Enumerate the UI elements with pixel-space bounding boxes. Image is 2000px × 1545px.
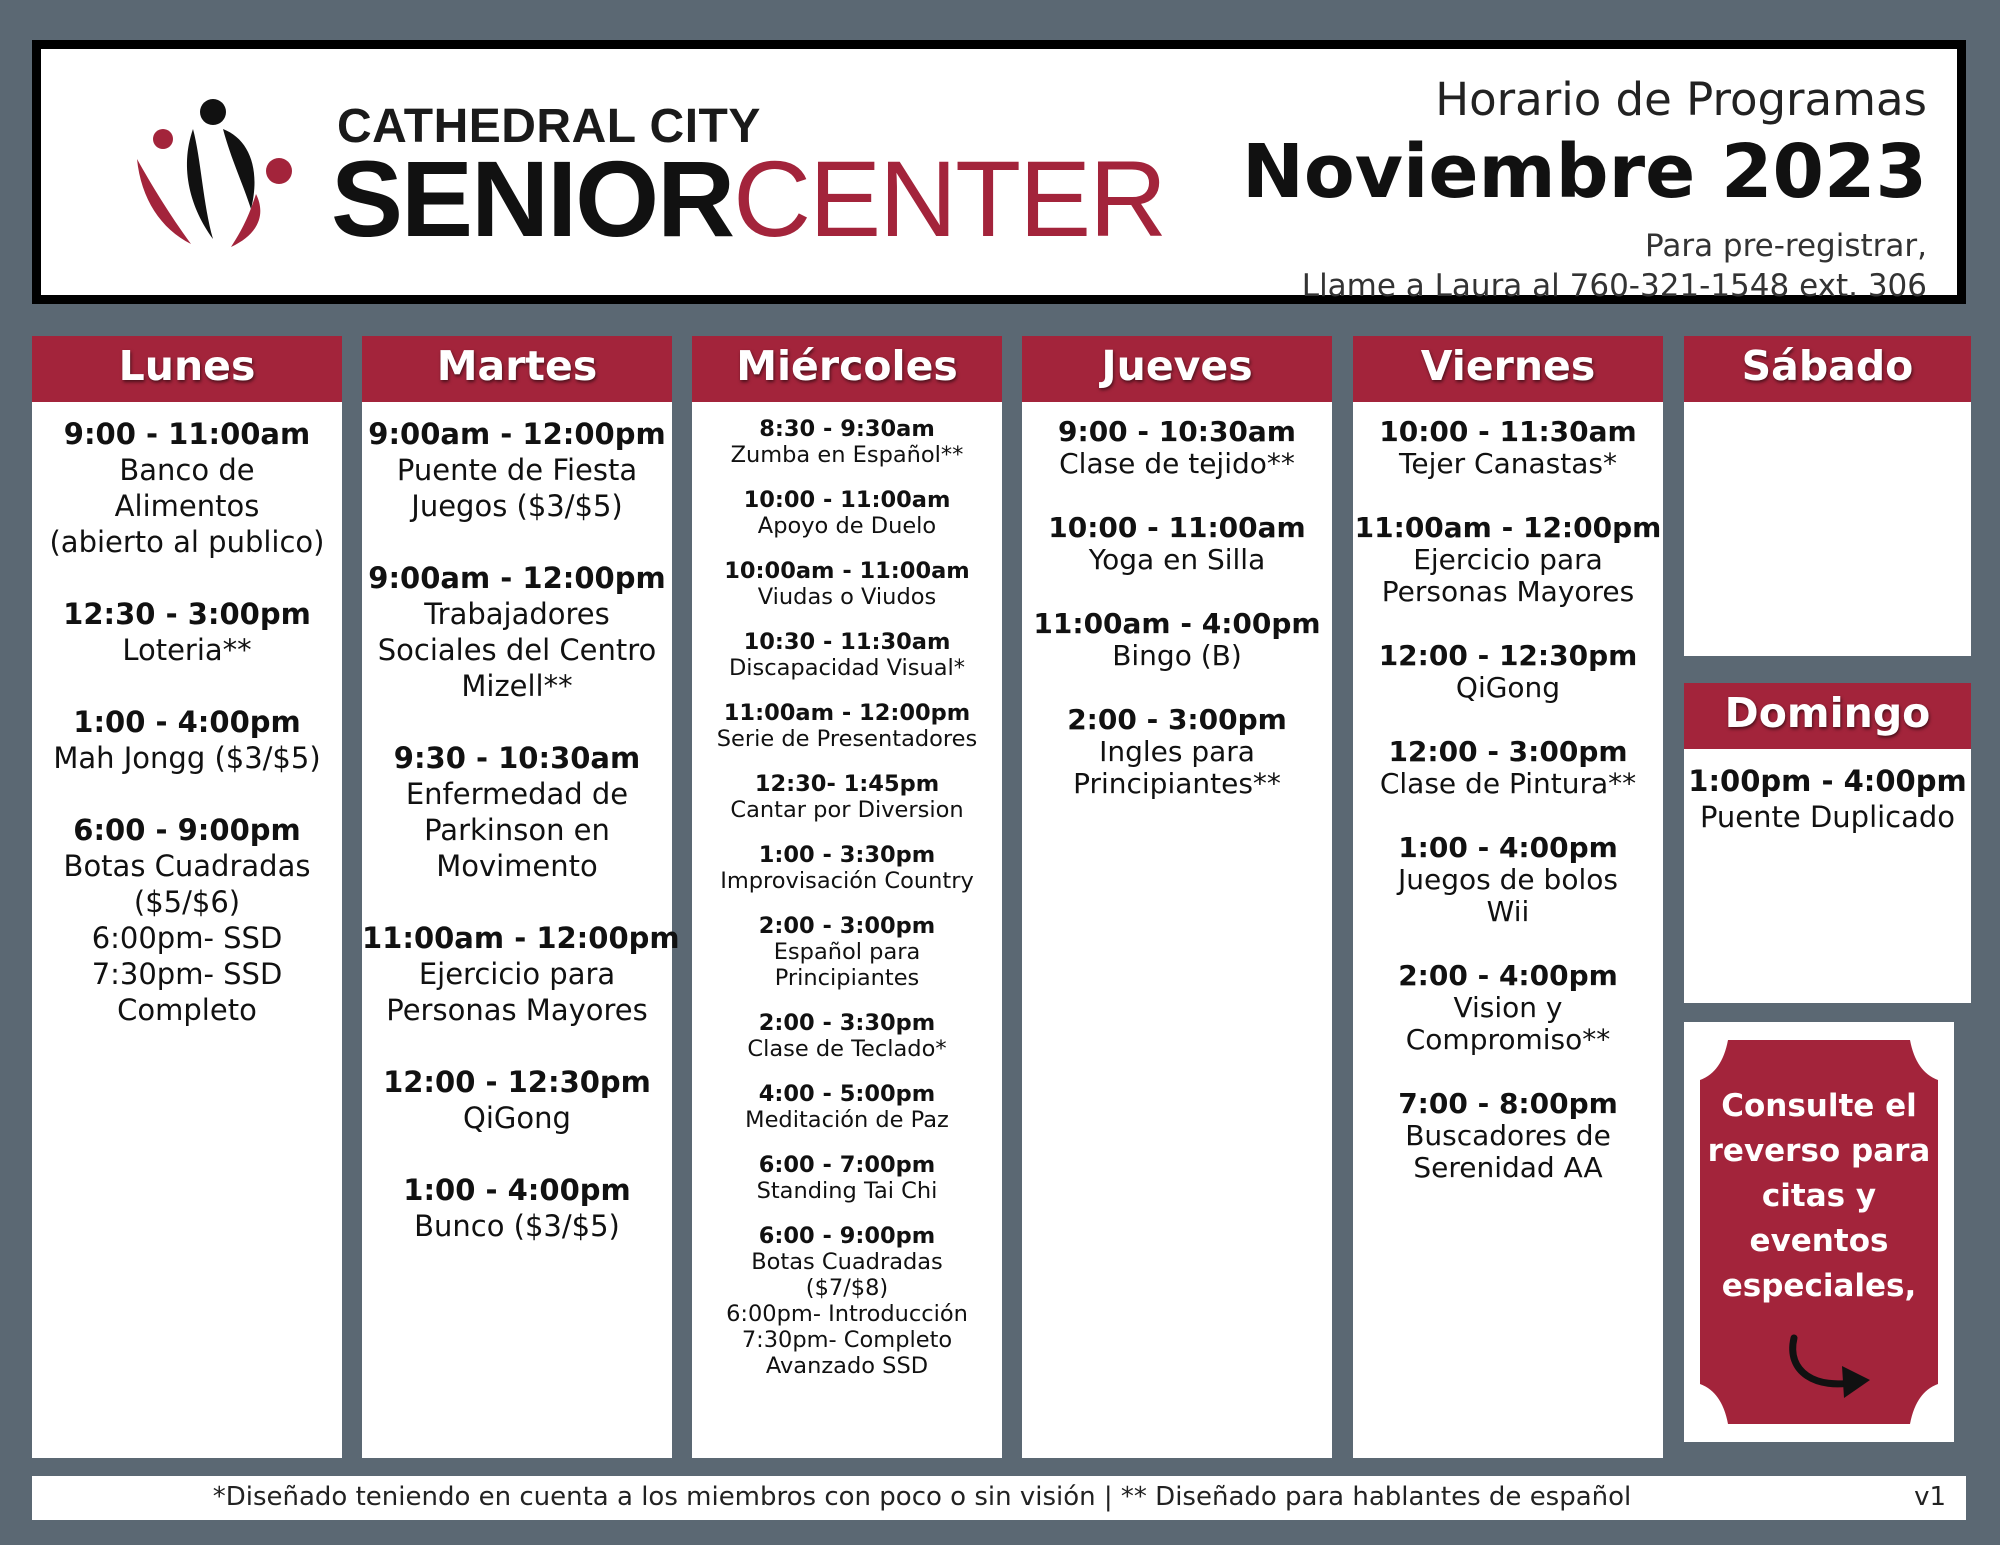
slot-time: 7:00 - 8:00pm (1398, 1087, 1618, 1120)
slot-program: Standing Tai Chi (756, 1178, 938, 1204)
slot-program: Discapacidad Visual* (728, 655, 966, 681)
program-slot (692, 558, 1002, 610)
day-header: Martes (362, 336, 672, 402)
program-slot (1022, 512, 1332, 576)
slot-time: 2:00 - 4:00pm (1398, 959, 1618, 992)
program-slot (692, 913, 1002, 991)
day-column-miercoles (692, 336, 1002, 1458)
program-slot (362, 560, 672, 704)
slot-program: Clase de tejido** (1059, 447, 1295, 480)
slot-time: 4:00 - 5:00pm (758, 1081, 936, 1107)
program-slot (362, 1172, 672, 1244)
program-slot (362, 1064, 672, 1136)
slot-program: Viudas o Viudos (757, 584, 937, 610)
slot-program: Tejer Canastas* (1399, 447, 1617, 480)
slot-program: Clase de Pintura** (1379, 767, 1637, 800)
slot-program: Botas Cuadradas ($5/$6) 6:00pm- SSD 7:30pm- SSD Completo (63, 849, 311, 1027)
slot-time: 8:30 - 9:30am (759, 416, 935, 442)
slot-time: 9:00am - 12:00pm (368, 417, 666, 451)
slot-time: 9:00 - 11:00am (63, 417, 311, 451)
brand-name-line2 (331, 138, 1166, 259)
program-slot (1353, 1088, 1663, 1184)
slot-list (1353, 402, 1663, 1184)
slot-list (692, 402, 1002, 1379)
slot-time: 9:00am - 12:00pm (368, 561, 666, 595)
program-slot (692, 1152, 1002, 1204)
slot-program: Loteria** (122, 633, 252, 667)
slot-program: Puente Duplicado (1699, 800, 1956, 834)
slot-time: 2:00 - 3:30pm (758, 1010, 936, 1036)
slot-time: 10:00 - 11:00am (743, 487, 951, 513)
program-slot (692, 629, 1002, 681)
program-slot (1353, 416, 1663, 480)
program-slot (32, 704, 342, 776)
day-header: Sábado (1684, 336, 1971, 402)
slot-program: Mah Jongg ($3/$5) (53, 741, 321, 775)
slot-time: 12:30 - 3:00pm (63, 597, 311, 631)
special-events-callout (1684, 1022, 1954, 1442)
slot-program: Improvisación Country (720, 868, 974, 894)
slot-list (362, 402, 680, 1244)
slot-time: 2:00 - 3:00pm (758, 913, 936, 939)
slot-program: Juegos de bolos Wii (1398, 863, 1618, 928)
slot-program: Español para Principiantes (773, 939, 921, 991)
slot-time: 1:00 - 3:30pm (758, 842, 936, 868)
register-line2: Llame a Laura al 760-321-1548 ext. 306 (1301, 268, 1927, 304)
version-label: v1 (1914, 1482, 1946, 1512)
slot-time: 10:00 - 11:30am (1379, 415, 1637, 448)
slot-time: 9:00 - 10:30am (1058, 415, 1296, 448)
register-line1: Para pre-registrar, (1645, 228, 1927, 264)
schedule-subtitle: Horario de Programas (1435, 73, 1927, 126)
program-slot (1353, 640, 1663, 704)
slot-list (1684, 749, 1971, 835)
slot-time: 2:00 - 3:00pm (1067, 703, 1287, 736)
slot-program: Bunco ($3/$5) (414, 1209, 620, 1243)
slot-program: Meditación de Paz (745, 1107, 949, 1133)
program-slot (362, 920, 680, 1028)
program-slot (692, 416, 1002, 468)
day-column-viernes (1353, 336, 1663, 1458)
slot-time: 1:00 - 4:00pm (403, 1173, 631, 1207)
slot-time: 12:00 - 12:30pm (383, 1065, 651, 1099)
slot-program: Clase de Teclado* (747, 1036, 947, 1062)
slot-program: Cantar por Diversion (730, 797, 964, 823)
program-slot (692, 1081, 1002, 1133)
day-column-sabado (1684, 336, 1971, 656)
program-slot (32, 596, 342, 668)
program-slot (692, 487, 1002, 539)
slot-program: Vision y Compromiso** (1405, 991, 1611, 1056)
slot-time: 11:00am - 4:00pm (1033, 607, 1321, 640)
slot-program: Zumba en Español** (730, 442, 964, 468)
day-header: Domingo (1684, 683, 1971, 749)
slot-list (32, 402, 342, 1028)
day-header: Jueves (1022, 336, 1332, 402)
slot-program: Ejercicio para Personas Mayores (386, 957, 648, 1027)
slot-time: 12:00 - 12:30pm (1378, 639, 1638, 672)
program-slot (1353, 512, 1663, 608)
slot-time: 1:00pm - 4:00pm (1688, 764, 1967, 798)
brand-center: CENTER (733, 138, 1166, 259)
program-slot (692, 700, 1002, 752)
schedule-month: Noviembre 2023 (1241, 129, 1927, 215)
slot-program: QiGong (1455, 671, 1561, 704)
slot-program: Trabajadores Sociales del Centro Mizell** (377, 597, 657, 703)
day-header: Miércoles (692, 336, 1002, 402)
brand-senior: SENIOR (331, 138, 734, 259)
day-header: Lunes (32, 336, 342, 402)
program-slot (692, 1223, 1002, 1379)
slot-time: 6:00 - 9:00pm (758, 1223, 936, 1249)
slot-time: 11:00am - 12:00pm (362, 921, 680, 955)
curved-arrow-icon (1786, 1332, 1878, 1402)
program-slot (362, 740, 672, 884)
slot-program: Ejercicio para Personas Mayores (1381, 543, 1635, 608)
program-slot (692, 1010, 1002, 1062)
program-slot (1684, 763, 1971, 835)
slot-time: 1:00 - 4:00pm (73, 705, 301, 739)
brand-name-line1: CATHEDRAL CITY (337, 100, 761, 153)
program-slot (32, 416, 342, 560)
slot-time: 11:00am - 12:00pm (1354, 511, 1662, 544)
footer-note: *Diseñado teniendo en cuenta a los miembros con poco o sin visión | ** Diseñado para hablantes de español (212, 1482, 1632, 1512)
program-slot (362, 416, 672, 524)
program-slot (692, 842, 1002, 894)
slot-program: Serie de Presentadores (716, 726, 978, 752)
program-slot (1353, 960, 1663, 1056)
slot-program: Enfermedad de Parkinson en Movimento (405, 777, 629, 883)
slot-program: Ingles para Principiantes** (1073, 735, 1281, 800)
program-slot (32, 812, 342, 1028)
slot-time: 1:00 - 4:00pm (1398, 831, 1618, 864)
callout-text: Consulte el reverso para citas y eventos especiales, (1707, 1088, 1931, 1304)
program-slot (1353, 736, 1663, 800)
day-column-jueves (1022, 336, 1332, 1458)
header-banner (32, 40, 1966, 304)
program-slot (692, 771, 1002, 823)
day-column-lunes (32, 336, 342, 1458)
header-info (1242, 73, 1927, 306)
slot-program: Apoyo de Duelo (757, 513, 937, 539)
slot-list (1684, 402, 1971, 416)
slot-time: 6:00 - 9:00pm (73, 813, 301, 847)
slot-time: 12:30- 1:45pm (754, 771, 940, 797)
slot-list (1022, 402, 1332, 800)
program-slot (1353, 832, 1663, 928)
slot-program: Botas Cuadradas ($7/$8) 6:00pm- Introducción 7:30pm- Completo Avanzado SSD (726, 1249, 968, 1379)
slot-time: 12:00 - 3:00pm (1388, 735, 1628, 768)
program-slot (1022, 416, 1332, 480)
slot-program: Puente de Fiesta Juegos ($3/$5) (396, 453, 638, 523)
program-slot (1022, 704, 1332, 800)
day-header: Viernes (1353, 336, 1663, 402)
senior-center-logo-icon (131, 99, 351, 249)
slot-time: 9:30 - 10:30am (393, 741, 641, 775)
slot-time: 11:00am - 12:00pm (723, 700, 971, 726)
slot-program: Buscadores de Serenidad AA (1405, 1119, 1611, 1184)
slot-time: 10:30 - 11:30am (743, 629, 951, 655)
slot-program: Yoga en Silla (1088, 543, 1266, 576)
slot-program: Bingo (B) (1112, 639, 1242, 672)
slot-time: 10:00 - 11:00am (1048, 511, 1306, 544)
program-slot (1022, 608, 1332, 672)
slot-time: 10:00am - 11:00am (724, 558, 970, 584)
slot-time: 6:00 - 7:00pm (758, 1152, 936, 1178)
slot-program: QiGong (463, 1101, 571, 1135)
day-column-domingo (1684, 683, 1971, 1003)
footer-bar (32, 1476, 1966, 1520)
slot-program: Banco de Alimentos (abierto al publico) (49, 453, 325, 559)
day-column-martes (362, 336, 680, 1458)
